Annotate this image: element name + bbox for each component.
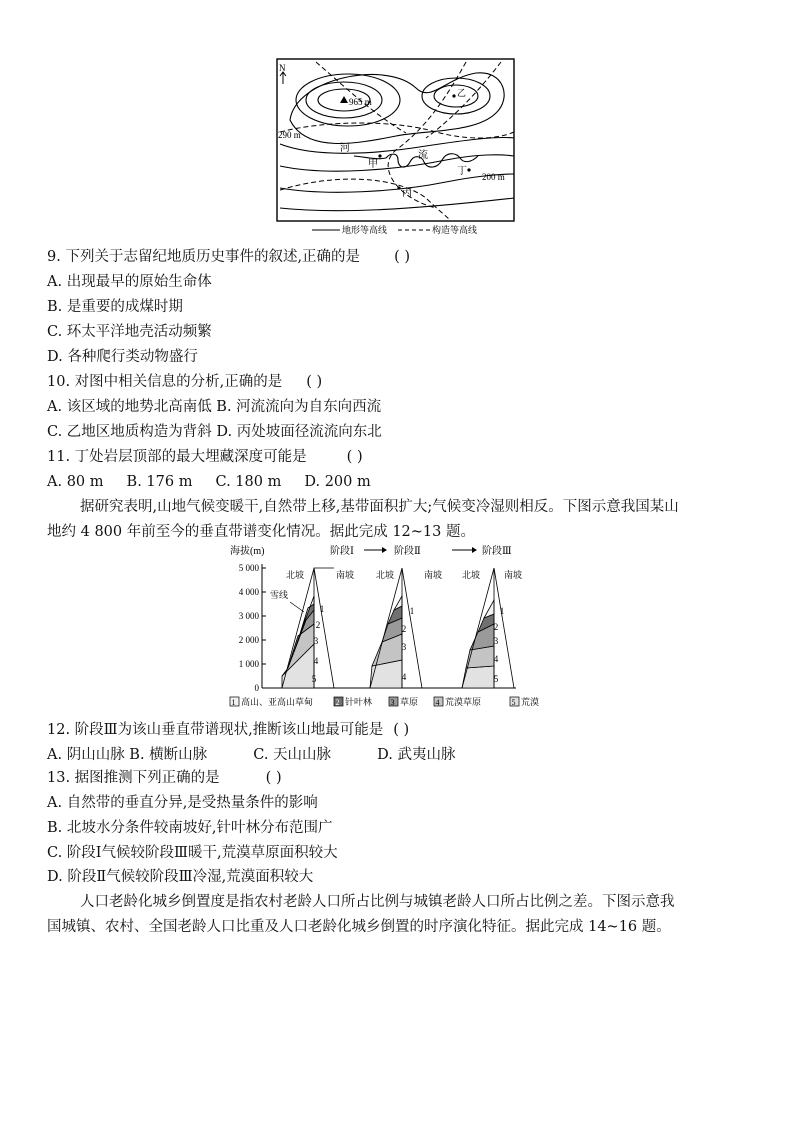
q12-options: A. 阴山山脉 B. 横断山脉 C. 天山山脉 D. 武夷山脉 [47, 747, 456, 763]
north-label: N [279, 63, 286, 73]
passage1-line1: 据研究表明,山地气候变暖干,自然带上移,基带面积扩大;气候变冷湿则相反。下图示意我国某山 [80, 499, 679, 515]
peak-label: 965 m [349, 97, 372, 107]
passage2-line2: 国城镇、农村、全国老龄人口比重及人口老龄化城乡倒置的时序演化特征。据此完成 14~16 题。 [47, 919, 671, 935]
q13-option-d: D. 阶段Ⅱ气候较阶段Ⅲ冷湿,荒漠面积较大 [47, 869, 314, 885]
zone-num-3c: 3 [493, 636, 499, 646]
q13-option-c: C. 阶段Ⅰ气候较阶段Ⅲ暖干,荒漠草原面积较大 [47, 845, 338, 861]
label-200m: 200 m [482, 172, 505, 182]
legend-zone-2: 针叶林 [345, 697, 373, 707]
q9-option-d: D. 各种爬行类动物盛行 [47, 349, 198, 365]
legend-zone-5: 荒漠 [521, 697, 540, 707]
south-slope-3: 南坡 [504, 570, 523, 580]
zone-legend [230, 696, 539, 707]
zone-num-5a: 5 [311, 674, 317, 684]
svg-text:5: 5 [511, 698, 516, 707]
south-slope-1: 南坡 [336, 570, 355, 580]
zone-num-1c: 1 [499, 606, 505, 616]
stage-1-label: 阶段Ⅰ [330, 546, 354, 557]
q13-option-b: B. 北坡水分条件较南坡好,针叶林分布范围广 [47, 820, 333, 836]
river-char-liu: 流 [418, 150, 428, 161]
q9-option-c: C. 环太平洋地壳活动频繁 [47, 324, 212, 340]
q11-options: A. 80 m B. 176 m C. 180 m D. 200 m [47, 474, 371, 490]
svg-text:1: 1 [231, 698, 236, 707]
snowline-label: 雪线 [270, 590, 289, 600]
q10-options-cd: C. 乙地区地质构造为背斜 D. 丙处坡面径流流向东北 [47, 424, 382, 440]
south-slope-2: 南坡 [424, 570, 443, 580]
q10-stem: 10. 对图中相关信息的分析,正确的是 ( ) [47, 374, 323, 390]
legend-solid: 地形等高线 [342, 225, 388, 235]
y-tick-2000: 2 000 [238, 635, 259, 645]
mountain-stage-2 [370, 568, 422, 688]
legend-dash: 构造等高线 [432, 225, 478, 235]
zone-num-5c: 5 [493, 674, 499, 684]
zone-num-3b: 3 [401, 642, 407, 652]
y-tick-5000: 5 000 [238, 563, 259, 573]
zone-num-3a: 3 [313, 636, 319, 646]
vertical-zonation-chart [226, 540, 576, 712]
label-290m: 290 m [278, 130, 301, 140]
ding-label: 丁 [457, 166, 467, 177]
y-tick-1000: 1 000 [238, 659, 259, 669]
zone-num-2b: 2 [401, 624, 407, 634]
zone-num-2a: 2 [315, 620, 321, 630]
zone-num-4c: 4 [493, 654, 499, 664]
q12-stem: 12. 阶段Ⅲ为该山垂直带谱现状,推断该山地最可能是 ( ) [47, 722, 410, 738]
zone-num-1b: 1 [409, 606, 415, 616]
zone-num-2c: 2 [493, 622, 499, 632]
q9-stem: 9. 下列关于志留纪地质历史事件的叙述,正确的是 ( ) [47, 249, 410, 265]
contour-map [276, 58, 516, 238]
y-tick-0: 0 [254, 683, 259, 693]
y-tick-3000: 3 000 [238, 611, 259, 621]
legend-zone-4: 荒漠草原 [445, 697, 482, 707]
mountain-stage-3 [462, 568, 514, 688]
zone-num-4b: 4 [401, 672, 407, 682]
q13-stem: 13. 据图推测下列正确的是 ( ) [47, 770, 282, 786]
legend-zone-1: 高山、亚高山草甸 [241, 697, 314, 707]
svg-text:4: 4 [435, 698, 440, 707]
north-slope-2: 北坡 [376, 570, 395, 580]
svg-text:3: 3 [390, 698, 395, 707]
q9-option-a: A. 出现最早的原始生命体 [47, 274, 212, 290]
legend-zone-3: 草原 [400, 697, 419, 707]
q9-option-b: B. 是重要的成煤时期 [47, 299, 183, 315]
passage1-line2: 地约 4 800 年前至今的垂直带谱变化情况。据此完成 12~13 题。 [47, 524, 475, 540]
bing-label: 丙 [402, 188, 412, 199]
q13-option-a: A. 自然带的垂直分异,是受热量条件的影响 [47, 795, 318, 811]
q10-options-ab: A. 该区域的地势北高南低 B. 河流流向为自东向西流 [47, 399, 382, 415]
stage-2-label: 阶段Ⅱ [394, 546, 421, 557]
jia-label: 甲 [368, 159, 378, 170]
y-axis-label: 海拔(m) [230, 546, 265, 557]
river-char-he: 河 [340, 143, 350, 154]
svg-text:2: 2 [335, 698, 340, 707]
passage2-line1: 人口老龄化城乡倒置度是指农村老龄人口所占比例与城镇老龄人口所占比例之差。下图示意我 [80, 894, 675, 910]
north-slope-1: 北坡 [286, 570, 305, 580]
y-tick-4000: 4 000 [238, 587, 259, 597]
yi-label: 乙 [457, 88, 467, 98]
north-slope-3: 北坡 [462, 570, 481, 580]
stage-3-label: 阶段Ⅲ [482, 546, 512, 557]
zone-num-4a: 4 [313, 656, 319, 666]
zone-num-1a: 1 [319, 604, 325, 614]
mountain-stage-1 [282, 568, 334, 688]
q11-stem: 11. 丁处岩层顶部的最大埋藏深度可能是 ( ) [47, 449, 363, 465]
